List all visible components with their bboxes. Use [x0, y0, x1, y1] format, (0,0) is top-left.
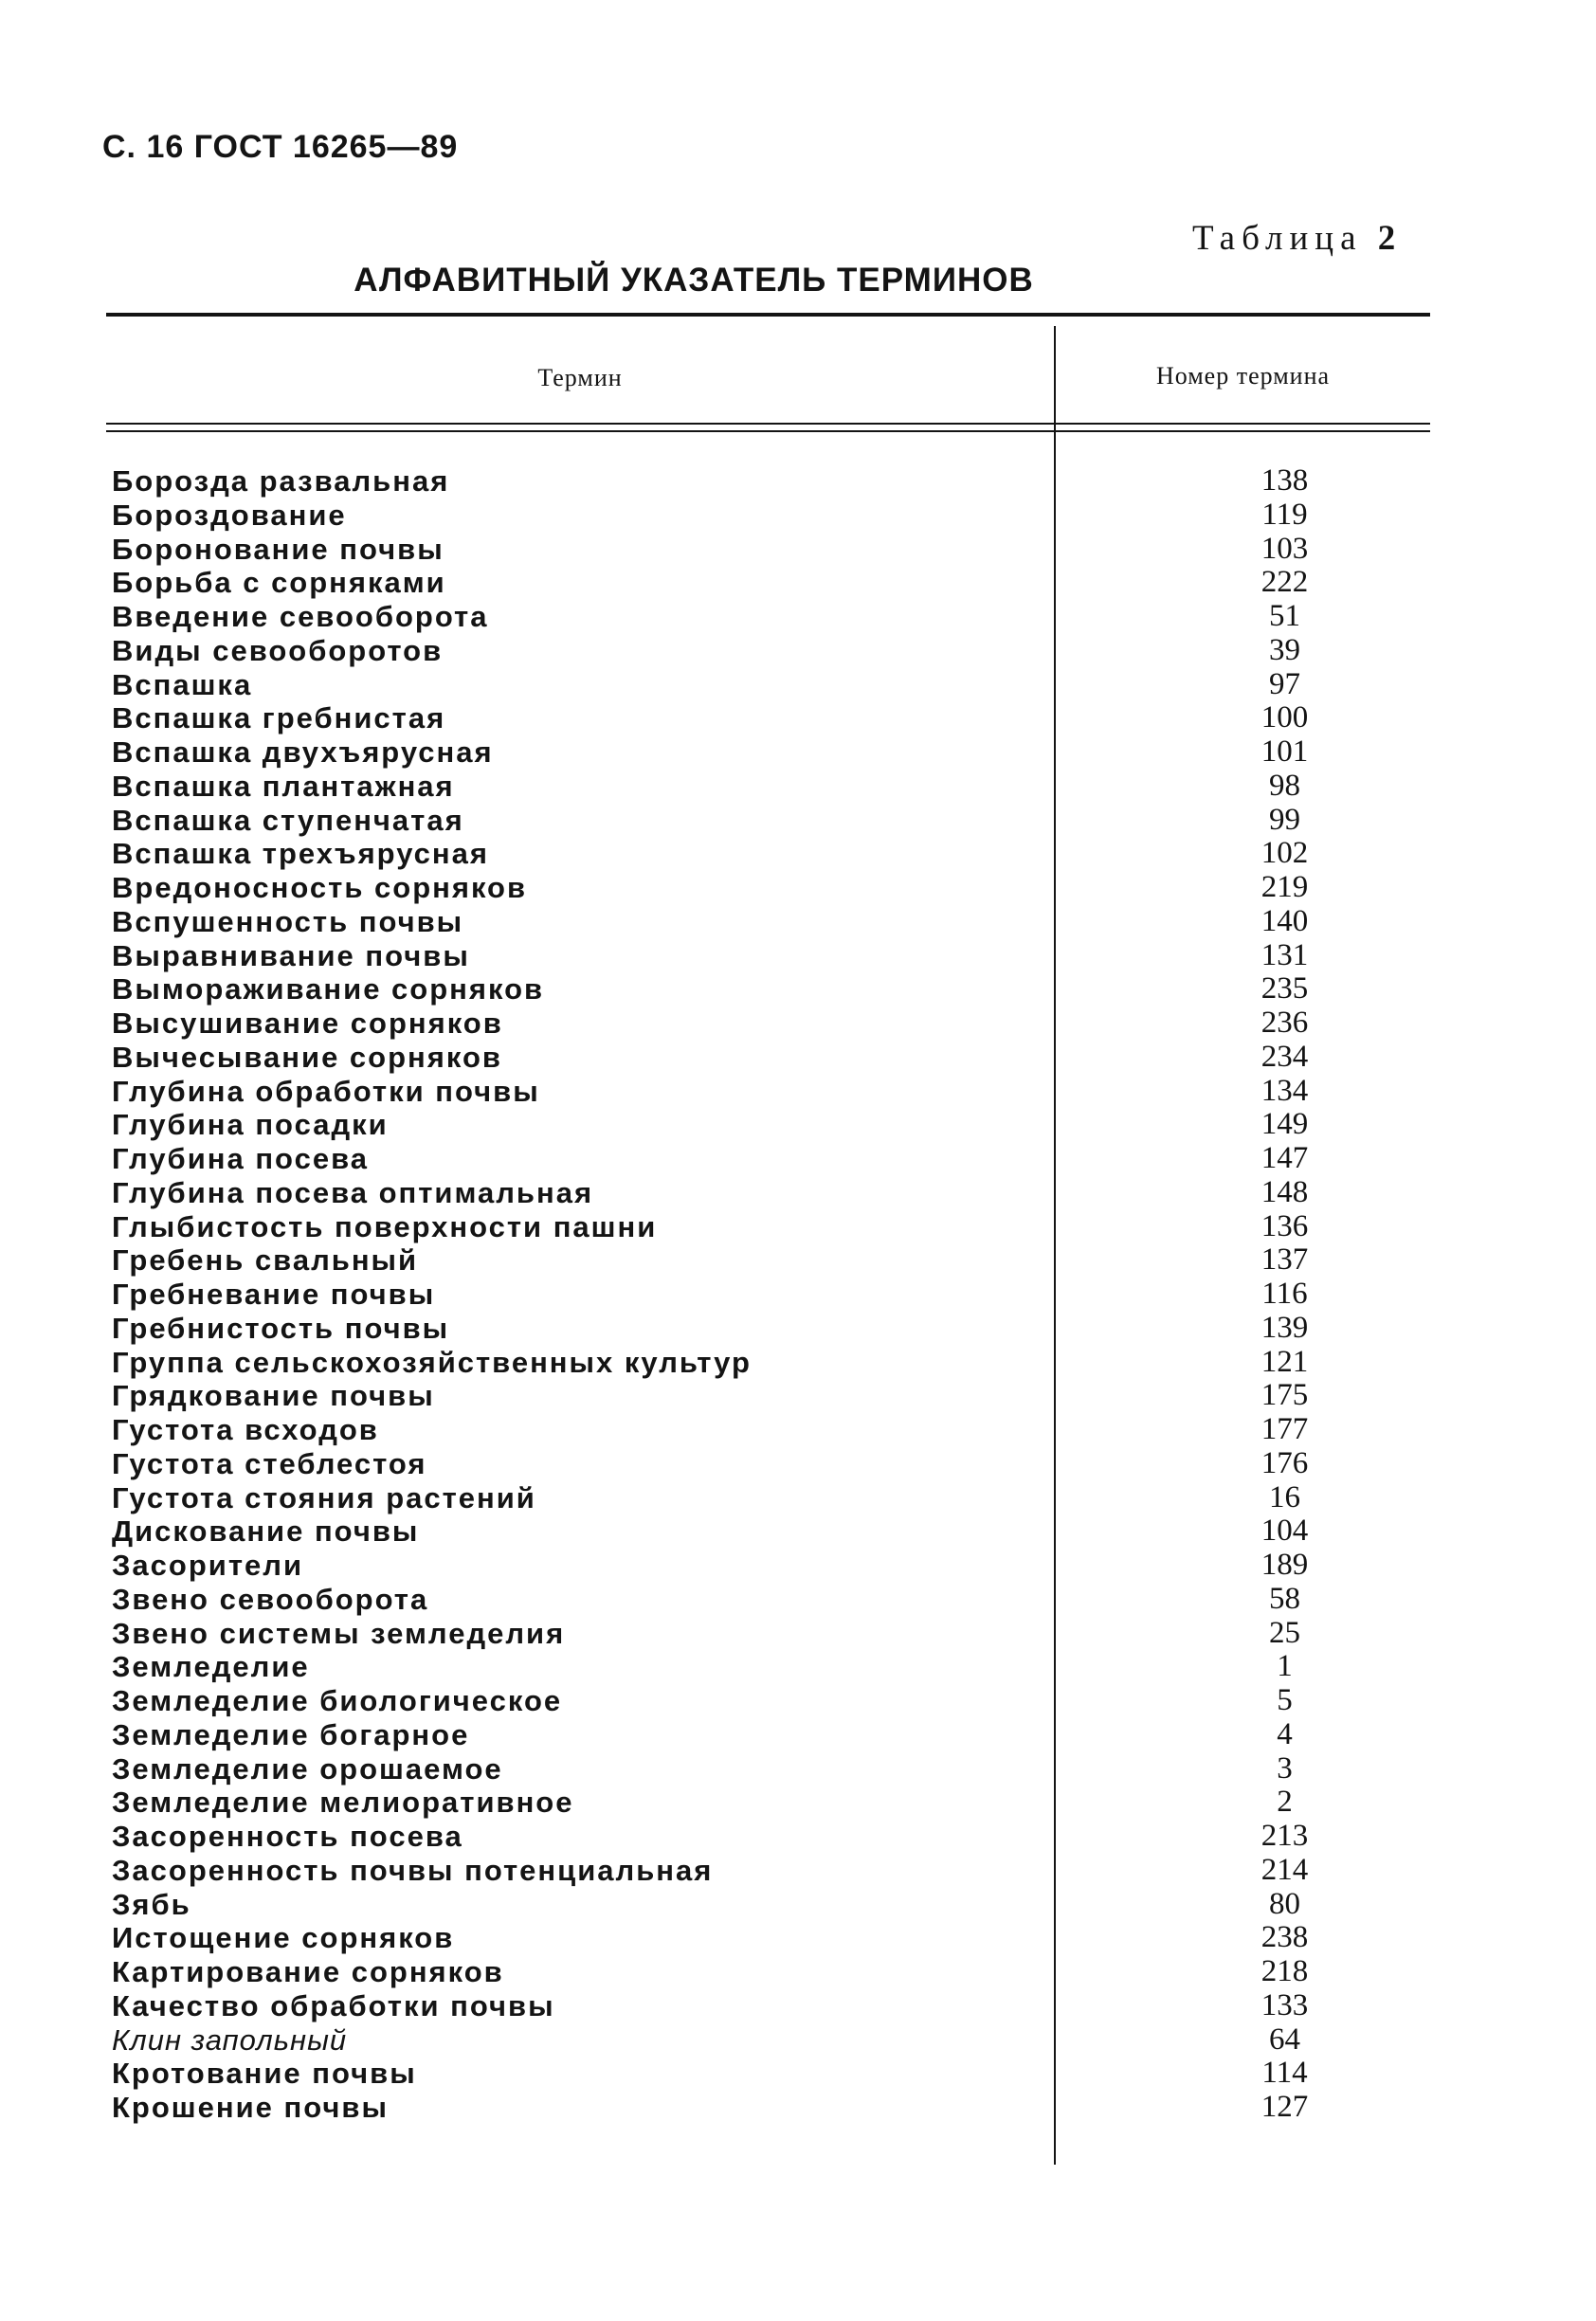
term-name: Глыбистость поверхности пашни — [112, 1209, 658, 1243]
term-number: 177 — [1260, 1412, 1309, 1446]
table-label — [1192, 218, 1395, 259]
term-name: Глубина посадки — [112, 1108, 389, 1142]
table-row — [112, 1514, 1430, 1549]
table-row — [112, 1718, 1430, 1752]
term-number: 103 — [1260, 531, 1309, 566]
term-number: 97 — [1269, 666, 1300, 701]
table-row — [112, 1989, 1430, 2023]
table-row — [112, 1583, 1430, 1617]
term-number: 134 — [1260, 1073, 1309, 1108]
term-name: Вычесывание сорняков — [112, 1040, 502, 1074]
term-number: 127 — [1260, 2090, 1309, 2124]
term-number: 101 — [1260, 734, 1309, 769]
term-name: Засорители — [112, 1549, 304, 1582]
table-row — [112, 1447, 1430, 1481]
term-name: Земледелие — [112, 1650, 310, 1684]
term-number: 102 — [1260, 836, 1309, 871]
table-top-rule — [106, 313, 1430, 317]
table-row — [112, 2023, 1430, 2058]
term-name: Грядкование почвы — [112, 1379, 435, 1413]
term-number: 116 — [1261, 1277, 1308, 1311]
table-row — [112, 804, 1430, 838]
term-number: 25 — [1269, 1615, 1300, 1650]
header-rule-lower — [106, 430, 1430, 432]
term-number: 114 — [1261, 2056, 1308, 2091]
term-name: Звено севооборота — [112, 1582, 429, 1616]
term-number: 175 — [1260, 1378, 1309, 1413]
term-name: Истощение сорняков — [112, 1921, 455, 1955]
term-number: 100 — [1260, 700, 1309, 735]
term-name: Вспашка — [112, 667, 253, 701]
table-row — [112, 871, 1430, 905]
table-row — [112, 1684, 1430, 1718]
term-number: 189 — [1260, 1548, 1309, 1582]
term-name: Виды севооборотов — [112, 633, 444, 667]
table-row — [112, 1176, 1430, 1210]
term-name: Кротование почвы — [112, 2057, 417, 2091]
term-name: Зябь — [112, 1887, 191, 1921]
term-number: 5 — [1277, 1683, 1293, 1717]
term-number: 213 — [1260, 1819, 1309, 1853]
term-name: Вспашка ступенчатая — [112, 803, 464, 837]
column-header-number: Номер термина — [1155, 362, 1331, 390]
term-name: Вспашка гребнистая — [112, 701, 446, 735]
table-row — [112, 499, 1430, 533]
table-row — [112, 2091, 1430, 2125]
term-number: 58 — [1269, 1581, 1300, 1616]
term-number: 121 — [1260, 1344, 1309, 1379]
table-title: АЛФАВИТНЫЙ УКАЗАТЕЛЬ ТЕРМИНОВ — [354, 262, 1034, 299]
term-name: Звено системы земледелия — [112, 1616, 566, 1650]
table-row — [112, 2057, 1430, 2091]
table-row — [112, 1617, 1430, 1651]
term-number: 119 — [1261, 497, 1308, 532]
term-name: Гребень свальный — [112, 1243, 419, 1278]
table-row — [112, 464, 1430, 499]
table-row — [112, 1955, 1430, 1989]
term-number: 133 — [1260, 1987, 1309, 2022]
term-number: 222 — [1260, 565, 1309, 600]
term-name: Земледелие богарное — [112, 1717, 470, 1751]
table-row — [112, 1888, 1430, 1922]
term-name: Крошение почвы — [112, 2091, 389, 2124]
table-row — [112, 1650, 1430, 1684]
table-row — [112, 939, 1430, 973]
table-label-word: Таблица — [1192, 219, 1363, 258]
table-row — [112, 1041, 1430, 1075]
table-row — [112, 1549, 1430, 1583]
table-label-number: 2 — [1377, 219, 1396, 258]
term-name: Гребнистость почвы — [112, 1311, 450, 1345]
table-row — [112, 905, 1430, 939]
term-name: Глубина посева — [112, 1142, 369, 1175]
table-row — [112, 1413, 1430, 1447]
table-row — [112, 1820, 1430, 1854]
table-row — [112, 1481, 1430, 1515]
term-name: Гребневание почвы — [112, 1278, 436, 1311]
term-number: 238 — [1260, 1920, 1309, 1955]
term-number: 176 — [1260, 1445, 1309, 1480]
term-number: 51 — [1269, 599, 1300, 633]
table-row — [112, 1752, 1430, 1786]
term-number: 104 — [1260, 1514, 1309, 1549]
table-row — [112, 1142, 1430, 1176]
term-name: Засоренность посева — [112, 1820, 463, 1853]
term-number: 214 — [1260, 1852, 1309, 1887]
table-row — [112, 770, 1430, 804]
term-name: Бороздование — [112, 498, 347, 532]
term-number: 99 — [1269, 802, 1300, 837]
term-number: 149 — [1260, 1107, 1309, 1142]
term-number: 235 — [1260, 971, 1309, 1006]
term-number: 138 — [1260, 463, 1309, 498]
term-number: 218 — [1260, 1954, 1309, 1988]
term-name: Качество обработки почвы — [112, 1988, 555, 2022]
term-number: 16 — [1269, 1479, 1300, 1514]
term-name: Клин запольный — [112, 2022, 348, 2057]
term-number: 136 — [1260, 1208, 1309, 1243]
table-row — [112, 1786, 1430, 1820]
term-name: Густота стояния растений — [112, 1480, 536, 1514]
term-name: Боронование почвы — [112, 532, 444, 566]
term-name: Вспашка плантажная — [112, 769, 455, 803]
term-name: Картирование сорняков — [112, 1955, 504, 1988]
table-row — [112, 1346, 1430, 1380]
term-name: Высушивание сорняков — [112, 1006, 503, 1040]
table-row — [112, 1854, 1430, 1888]
header-rule-upper — [106, 423, 1430, 425]
term-number: 1 — [1277, 1649, 1293, 1684]
terms-table-body — [112, 464, 1430, 2125]
table-row — [112, 1006, 1430, 1041]
term-number: 140 — [1260, 903, 1309, 938]
term-name: Глубина обработки почвы — [112, 1074, 540, 1108]
table-row — [112, 1921, 1430, 1955]
table-row — [112, 837, 1430, 871]
table-row — [112, 735, 1430, 770]
term-name: Густота стеблестоя — [112, 1446, 427, 1480]
term-name: Дискование почвы — [112, 1514, 420, 1549]
table-row — [112, 533, 1430, 567]
term-name: Введение севооборота — [112, 600, 489, 633]
column-header-term: Термин — [537, 364, 623, 391]
term-number: 2 — [1277, 1785, 1293, 1820]
term-number: 219 — [1260, 870, 1309, 904]
table-row — [112, 701, 1430, 735]
term-number: 80 — [1269, 1886, 1300, 1921]
term-name: Густота всходов — [112, 1413, 379, 1446]
term-number: 147 — [1260, 1141, 1309, 1175]
term-name: Группа сельскохозяйственных культур — [112, 1345, 752, 1379]
term-name: Борьба с сорняками — [112, 566, 446, 600]
table-row — [112, 1278, 1430, 1312]
term-number: 3 — [1277, 1750, 1293, 1786]
term-name: Засоренность почвы потенциальная — [112, 1853, 714, 1887]
table-row — [112, 1379, 1430, 1413]
term-name: Глубина посева оптимальная — [112, 1175, 594, 1209]
table-row — [112, 1312, 1430, 1346]
term-name: Борозда развальная — [112, 464, 450, 498]
table-row — [112, 972, 1430, 1006]
term-number: 131 — [1260, 937, 1309, 972]
term-number: 234 — [1260, 1039, 1309, 1074]
term-number: 137 — [1260, 1242, 1309, 1278]
term-name: Земледелие мелиоративное — [112, 1786, 574, 1820]
term-name: Земледелие орошаемое — [112, 1751, 503, 1786]
term-name: Вымораживание сорняков — [112, 972, 545, 1006]
term-number: 39 — [1269, 632, 1300, 667]
term-number: 236 — [1260, 1006, 1309, 1040]
term-name: Вспушенность почвы — [112, 904, 464, 938]
term-name: Земледелие биологическое — [112, 1684, 563, 1717]
table-row — [112, 566, 1430, 600]
table-row — [112, 1243, 1430, 1278]
term-number: 139 — [1260, 1310, 1309, 1345]
term-number: 148 — [1260, 1174, 1309, 1209]
table-row — [112, 668, 1430, 702]
table-row — [112, 600, 1430, 634]
table-row — [112, 634, 1430, 668]
term-name: Вредоносность сорняков — [112, 871, 528, 904]
term-number: 4 — [1277, 1716, 1293, 1751]
term-name: Вспашка двухъярусная — [112, 735, 494, 769]
page-header: С. 16 ГОСТ 16265—89 — [102, 129, 459, 165]
term-number: 98 — [1269, 768, 1300, 803]
term-number: 64 — [1269, 2022, 1300, 2057]
table-row — [112, 1108, 1430, 1142]
table-row — [112, 1210, 1430, 1244]
term-name: Вспашка трехъярусная — [112, 837, 489, 871]
table-row — [112, 1075, 1430, 1109]
term-name: Выравнивание почвы — [112, 938, 470, 972]
